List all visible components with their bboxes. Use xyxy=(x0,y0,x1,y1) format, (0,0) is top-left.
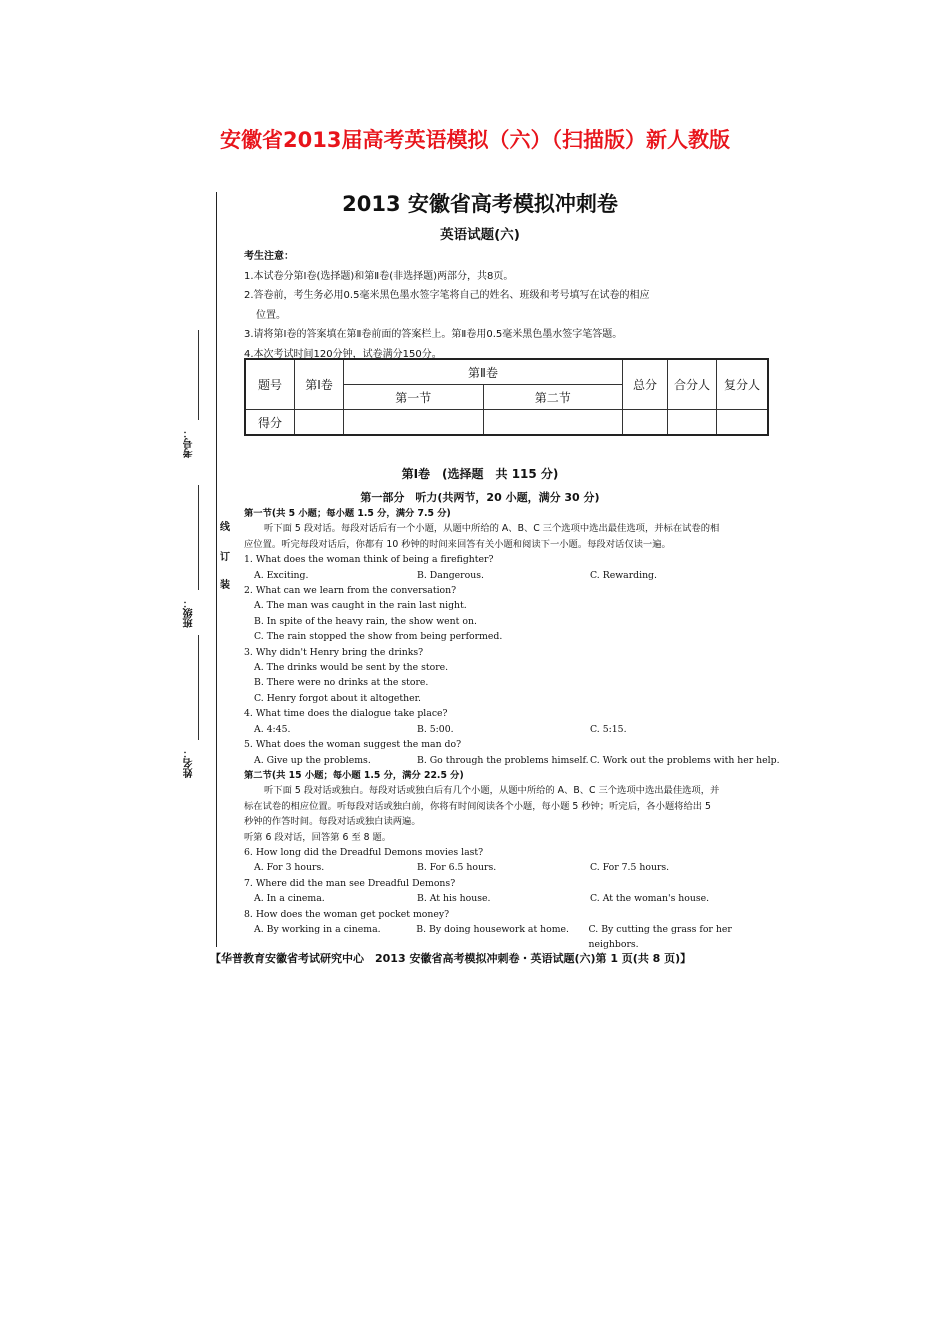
cell-defen: 得分 xyxy=(245,410,295,436)
option-a: A. The man was caught in the rain last night. xyxy=(254,600,467,612)
option-b: B. In spite of the heavy rain, the show went on. xyxy=(254,615,477,627)
question-text: 1. What does the woman think of being a firefighter? xyxy=(244,554,494,566)
score-cell-blank[interactable] xyxy=(623,410,668,436)
page-footer: 【华普教育安徽省考试研究中心 2013 安徽省高考模拟冲刺卷・英语试题(六)第 1 页(共 8 页)】 xyxy=(210,952,692,965)
option-a: A. The drinks would be sent by the store. xyxy=(254,662,449,674)
notes-heading: 考生注意： xyxy=(244,251,294,262)
option-row xyxy=(244,722,784,737)
section1-heading: 第一节(共 5 小题；每小题 1.5 分，满分 7.5 分) xyxy=(244,508,451,519)
xingming-rule xyxy=(198,635,199,740)
option-c: C. By cutting the grass for her neighbors. xyxy=(588,923,732,951)
note-item: 3.请将第Ⅰ卷的答案填在第Ⅱ卷前面的答案栏上。第Ⅱ卷用0.5毫米黑色墨水签字笔答题。 xyxy=(244,329,623,340)
note-item: 2.答卷前，考生务必用0.5毫米黑色墨水签字笔将自己的姓名、班级和考号填写在试卷的相应 xyxy=(244,290,650,301)
note-item: 1.本试卷分第Ⅰ卷(选择题)和第Ⅱ卷(非选择题)两部分，共8页。 xyxy=(244,270,514,282)
cell-tihao: 题号 xyxy=(245,359,295,410)
question-text: 5. What does the woman suggest the man do? xyxy=(244,739,462,751)
side-label-kaohao: 考号： xyxy=(184,428,195,458)
question-item xyxy=(244,583,784,645)
score-cell-blank[interactable] xyxy=(717,410,769,436)
question-item xyxy=(244,552,784,583)
option-a: A. Exciting. xyxy=(254,569,309,581)
part1-title: 第Ⅰ卷 (选择题 共 115 分) xyxy=(401,467,559,481)
cell-zongfen: 总分 xyxy=(623,359,668,410)
document-title: 安徽省2013届高考英语模拟（六）（扫描版）新人教版 xyxy=(220,128,730,152)
question-item xyxy=(244,876,784,907)
binding-word-zhuang: 装 xyxy=(220,580,230,591)
option-c: C. For 7.5 hours. xyxy=(590,862,670,874)
binding-word-xian: 线 xyxy=(220,522,230,533)
option-row xyxy=(244,891,784,906)
option-a: A. Give up the problems. xyxy=(254,754,371,766)
binding-line xyxy=(216,192,217,947)
question-text: 4. What time does the dialogue take place? xyxy=(244,708,448,720)
section1-instructions: 应位置。听完每段对话后，你都有 10 秒钟的时间来回答有关小题和阅读下一小题。每段对话仅读一遍。 xyxy=(244,538,671,550)
section2-heading: 第二节(共 15 小题；每小题 1.5 分，满分 22.5 分) xyxy=(244,769,464,781)
note-item: 4.本次考试时间120分钟，试卷满分150分。 xyxy=(244,348,442,360)
option-b: B. For 6.5 hours. xyxy=(417,862,497,874)
option-row xyxy=(244,568,784,583)
option-b: B. Go through the problems himself. xyxy=(417,754,589,766)
section2-instructions: 听第 6 段对话，回答第 6 至 8 题。 xyxy=(244,831,392,843)
question-text: 7. Where did the man see Dreadful Demons? xyxy=(244,877,456,889)
question-item xyxy=(244,706,784,737)
exam-subtitle: 英语试题(六) xyxy=(440,227,520,243)
cell-fufenren: 复分人 xyxy=(717,359,769,410)
option-a: A. By working in a cinema. xyxy=(254,923,381,935)
note-item: 位置。 xyxy=(256,309,286,321)
section2-instructions: 标在试卷的相应位置。听每段对话或独白前，你将有时间阅读各个小题，每小题 5 秒钟；听完后，各小题将给出 5 xyxy=(244,800,711,812)
questions-body xyxy=(244,506,784,953)
option-a: A. 4:45. xyxy=(254,723,291,735)
question-item xyxy=(244,645,784,707)
exam-title: 2013 安徽省高考模拟冲刺卷 xyxy=(342,192,618,216)
part1-subtitle: 第一部分 听力(共两节，20 小题，满分 30 分) xyxy=(360,491,600,504)
side-label-banji: 班级： xyxy=(184,598,195,628)
cell-juan1: 第Ⅰ卷 xyxy=(295,359,344,410)
option-c: C. At the woman's house. xyxy=(590,893,710,905)
option-row xyxy=(244,753,784,768)
candidate-notes xyxy=(244,247,774,364)
option-c: C. Rewarding. xyxy=(590,569,657,581)
score-cell-blank[interactable] xyxy=(483,410,623,436)
option-a: A. In a cinema. xyxy=(254,893,325,905)
question-item xyxy=(244,845,784,876)
question-text: 3. Why didn't Henry bring the drinks? xyxy=(244,646,424,658)
binding-word-ding: 订 xyxy=(220,552,230,563)
side-label-xingming: 姓名： xyxy=(184,748,195,778)
option-b: B. Dangerous. xyxy=(417,569,484,581)
cell-hefenren: 合分人 xyxy=(668,359,717,410)
option-c: C. The rain stopped the show from being performed. xyxy=(254,631,503,643)
cell-jie2: 第二节 xyxy=(483,385,623,410)
question-text: 8. How does the woman get pocket money? xyxy=(244,908,450,920)
score-table xyxy=(244,358,769,436)
option-b: B. There were no drinks at the store. xyxy=(254,677,429,689)
score-cell-blank[interactable] xyxy=(295,410,344,436)
scanned-exam-page xyxy=(180,180,780,970)
option-b: B. 5:00. xyxy=(417,723,454,735)
option-b: B. By doing housework at home. xyxy=(416,923,570,935)
option-c: C. Henry forgot about it altogether. xyxy=(254,692,422,704)
option-c: C. Work out the problems with her help. xyxy=(590,754,780,766)
question-item xyxy=(244,737,784,768)
option-c: C. 5:15. xyxy=(590,723,627,735)
question-text: 6. How long did the Dreadful Demons movies last? xyxy=(244,846,484,858)
option-b: B. At his house. xyxy=(417,893,491,905)
question-text: 2. What can we learn from the conversation? xyxy=(244,585,457,597)
kaohao-rule xyxy=(198,330,199,420)
cell-jie1: 第一节 xyxy=(344,385,484,410)
score-cell-blank[interactable] xyxy=(344,410,484,436)
option-row xyxy=(244,922,784,953)
section2-instructions: 秒钟的作答时间。每段对话或独白读两遍。 xyxy=(244,816,421,828)
cell-juan2: 第Ⅱ卷 xyxy=(344,359,623,385)
section2-instructions: 听下面 5 段对话或独白。每段对话或独白后有几个小题，从题中所给的 A、B、C 三个选项中选出最佳选项，并 xyxy=(264,785,720,797)
question-item xyxy=(244,907,784,953)
option-row xyxy=(244,860,784,875)
score-cell-blank[interactable] xyxy=(668,410,717,436)
section1-instructions: 听下面 5 段对话。每段对话后有一个小题，从题中所给的 A、B、C 三个选项中选出最佳选项，并标在试卷的相 xyxy=(264,523,720,535)
option-a: A. For 3 hours. xyxy=(254,862,325,874)
